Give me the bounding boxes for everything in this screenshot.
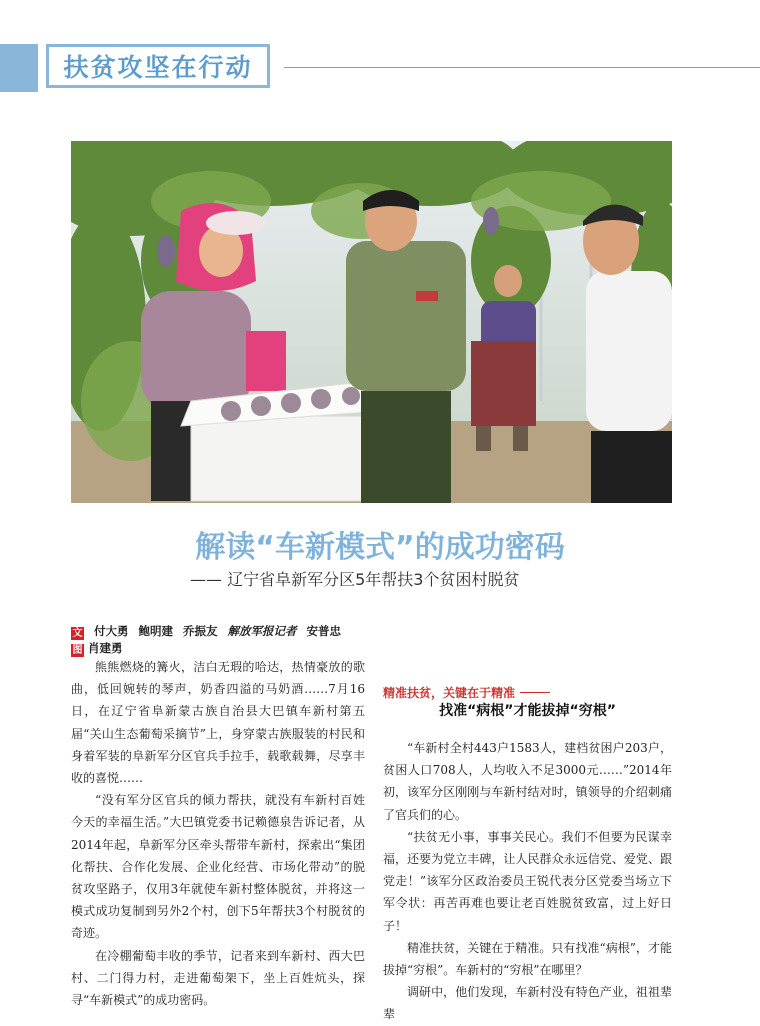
writer-name: 付大勇: [94, 624, 129, 638]
paragraph: “车新村全村443户1583人，建档贫困户203户，贫困人口708人，人均收入不足3000元……”2014年初，该军分区刚刚与车新村结对时，镇领导的介绍刺痛了官兵们的心。: [383, 741, 672, 822]
paragraph: “没有军分区官兵的倾力帮扶，就没有车新村百姓今天的幸福生活。”大巴镇党委书记赖德泉告诉记者，从2014年起，阜新军分区牵头帮带车新村，探索出“集团化帮扶、合作化发展、企业化经营、市场化带动”的脱贫攻坚路子，仅用3年就使车新村整体脱贫，并将这一模式成功复制到另外2个村，创下5年帮扶3个村脱贫的奇迹。: [71, 793, 365, 941]
section-corner-block: [0, 44, 38, 92]
article-headline: 解读“车新模式”的成功密码: [195, 530, 565, 565]
section-title-box: [46, 44, 270, 88]
byline-photographer: [71, 640, 351, 657]
writer-name: 鲍明建: [138, 624, 173, 638]
right-column: [383, 737, 672, 1026]
paragraph: 在冷棚葡萄丰收的季节，记者来到车新村、西大巴村、二门得力村，走进葡萄架下，坐上百姓炕头，探寻“车新模式”的成功密码。: [71, 948, 365, 1008]
photographer-name: 肖建勇: [88, 641, 123, 655]
byline-writers: [71, 623, 351, 640]
left-column: [71, 656, 365, 1011]
reporter-name: 安普忠: [306, 624, 341, 638]
paragraph: “扶贫无小事，事事关民心。我们不但要为民谋幸福，还要为党立丰碑，让人民群众永远信党、爱党、跟党走！”该军分区政治委员王锐代表分区党委当场立下军令状：再苦再难也要让老百姓脱贫致富，过上好日子！: [383, 829, 672, 933]
section-title: 扶贫攻坚在行动: [63, 53, 253, 82]
paragraph: 精准扶贫，关键在于精准。只有找准“病根”，才能拔掉“穷根”。车新村的“穷根”在哪里？: [383, 940, 672, 978]
photo-illustration: [71, 141, 672, 503]
article-photo: [71, 141, 672, 503]
header-rule: [284, 67, 760, 68]
writer-name: 乔振友: [183, 624, 218, 638]
paragraph: 调研中，他们发现，车新村没有特色产业，祖祖辈辈: [383, 985, 672, 1022]
paragraph: 熊熊燃烧的篝火，洁白无瑕的哈达，热情豪放的歌曲，低回婉转的琴声，奶香四溢的马奶酒……7月16日，在辽宁省阜新蒙古族自治县大巴镇车新村第五届“关山生态葡萄采摘节”上，身穿蒙古族服装的村民和身着军装的阜新军分区官兵手拉手，载歌载舞，尽享丰收的喜悦……: [71, 660, 365, 786]
text-credit-tag: 文: [72, 628, 83, 639]
subsection-label-line: [520, 692, 550, 693]
subsection-heading: 找准“病根”才能拔掉“穷根”: [439, 703, 616, 719]
reporter-role: 解放军报记者: [227, 624, 297, 638]
photo-credit-tag: 图: [72, 645, 83, 656]
byline: [71, 623, 351, 657]
subsection-label: 精准扶贫，关键在于精准: [383, 686, 516, 700]
article-subheadline: —— 辽宁省阜新军分区5年帮扶3个贫困村脱贫: [190, 570, 520, 589]
